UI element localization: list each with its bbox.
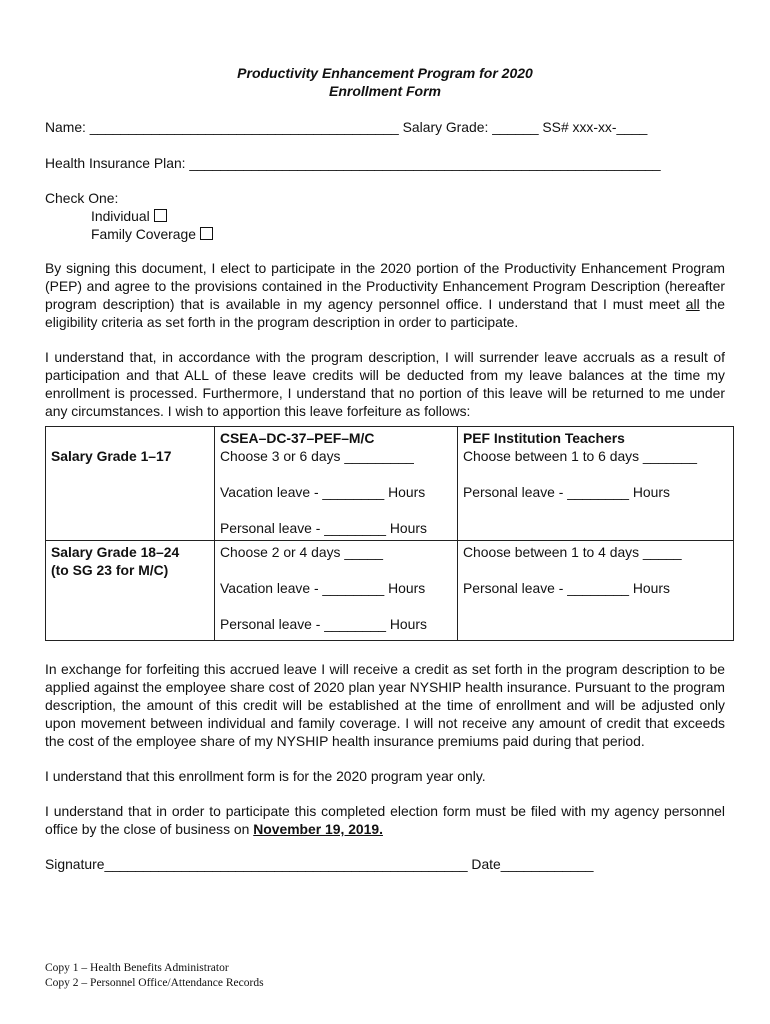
grade-cell-18-24 [46, 541, 215, 641]
csea-column-cell [215, 541, 458, 641]
credit-paragraph: In exchange for forfeiting this accrued leave I will receive a credit as set forth in the program description to be applied against the employee share cost of 2020 plan year NYSHIP health insurance. Pursuant to the program description, the amount of this credit will be established at the time of enrollment and will be adjusted only upon movement between individual and family coverage. I will not receive any amount of credit that exceeds the cost of the employee share of my NYSHIP health insurance premiums paid during that period. [45, 661, 725, 749]
pef-teachers-column-cell [458, 427, 734, 541]
name-salary-ssn-field-line[interactable]: Name: ________________________________________ Salary Grade: ______ SS# xxx-xx-____ [45, 119, 648, 135]
footer-copy-1: Copy 1 – Health Benefits Administrator [45, 962, 229, 974]
signature-date-line[interactable]: Signature_______________________________________________ Date____________ [45, 856, 594, 872]
option-family-coverage [45, 225, 725, 243]
choose-days-field[interactable]: Choose 2 or 4 days _____ [220, 544, 383, 560]
form-title-line1: Productivity Enhancement Program for 2020 [237, 65, 533, 81]
health-insurance-plan-field-line[interactable]: Health Insurance Plan: _____________________________________________________________ [45, 155, 661, 171]
choose-days-field[interactable]: Choose 3 or 6 days _________ [220, 448, 414, 464]
csea-column-header: CSEA–DC-37–PEF–M/C [220, 430, 375, 446]
leave-forfeiture-table [45, 426, 734, 641]
personal-leave-hours-field[interactable]: Personal leave - ________ Hours [220, 616, 427, 632]
program-year-paragraph: I understand that this enrollment form is for the 2020 program year only. [45, 768, 486, 784]
personal-leave-hours-field[interactable]: Personal leave - ________ Hours [463, 484, 670, 500]
participation-paragraph-text: By signing this document, I elect to participate in the 2020 portion of the Productivity Enhancement Program (PEP) and agree to the provisions contained in the Productivity Enhancement Program Description (hereafter program description) that is available in my agency personnel office. I understand that I must meet [45, 260, 725, 312]
participation-paragraph-text-end: the eligibility criteria as set forth in the program description in order to participate. [45, 296, 725, 330]
filing-deadline-date: November 19, 2019. [253, 821, 383, 837]
footer-copy-2: Copy 2 – Personnel Office/Attendance Records [45, 977, 264, 989]
choose-days-field[interactable]: Choose between 1 to 6 days _______ [463, 448, 698, 464]
individual-checkbox[interactable] [154, 209, 167, 222]
option-individual-label: Individual [91, 208, 150, 224]
check-one-label: Check One: [45, 190, 119, 206]
choose-days-field[interactable]: Choose between 1 to 4 days _____ [463, 544, 682, 560]
vacation-leave-hours-field[interactable]: Vacation leave - ________ Hours [220, 484, 426, 500]
option-individual [45, 207, 725, 225]
vacation-leave-hours-field[interactable]: Vacation leave - ________ Hours [220, 580, 426, 596]
enrollment-form [45, 64, 725, 873]
filing-deadline-text: I understand that in order to participate this completed election form must be filed with my agency personnel office by the close of business on [45, 803, 725, 837]
form-title [45, 64, 725, 100]
emphasis-all: all [685, 296, 700, 312]
family-coverage-checkbox[interactable] [200, 227, 213, 240]
surrender-leave-paragraph: I understand that, in accordance with the program description, I will surrender leave accruals as a result of participation and that ALL of these leave credits will be deducted from my leave balances at the time my enrollment is processed. Furthermore, I understand that no portion of this leave will be returned to me under any circumstances. I wish to apportion this leave forfeiture as follows: [45, 349, 725, 419]
csea-column-cell [215, 427, 458, 541]
grade-cell-line1: Salary Grade 18–24 [51, 544, 180, 560]
pef-teachers-column-header: PEF Institution Teachers [463, 430, 625, 446]
copy-distribution-footer [45, 961, 264, 991]
filing-deadline-paragraph [45, 802, 725, 838]
pef-teachers-column-cell [458, 541, 734, 641]
grade-cell-1-17: Salary Grade 1–17 [46, 427, 215, 541]
personal-leave-hours-field[interactable]: Personal leave - ________ Hours [220, 520, 427, 536]
table-row [46, 427, 734, 541]
participation-paragraph [45, 259, 725, 331]
table-row [46, 541, 734, 641]
grade-cell-line2: (to SG 23 for M/C) [51, 562, 169, 578]
option-family-label: Family Coverage [91, 226, 196, 242]
personal-leave-hours-field[interactable]: Personal leave - ________ Hours [463, 580, 670, 596]
form-title-line2: Enrollment Form [328, 83, 441, 99]
